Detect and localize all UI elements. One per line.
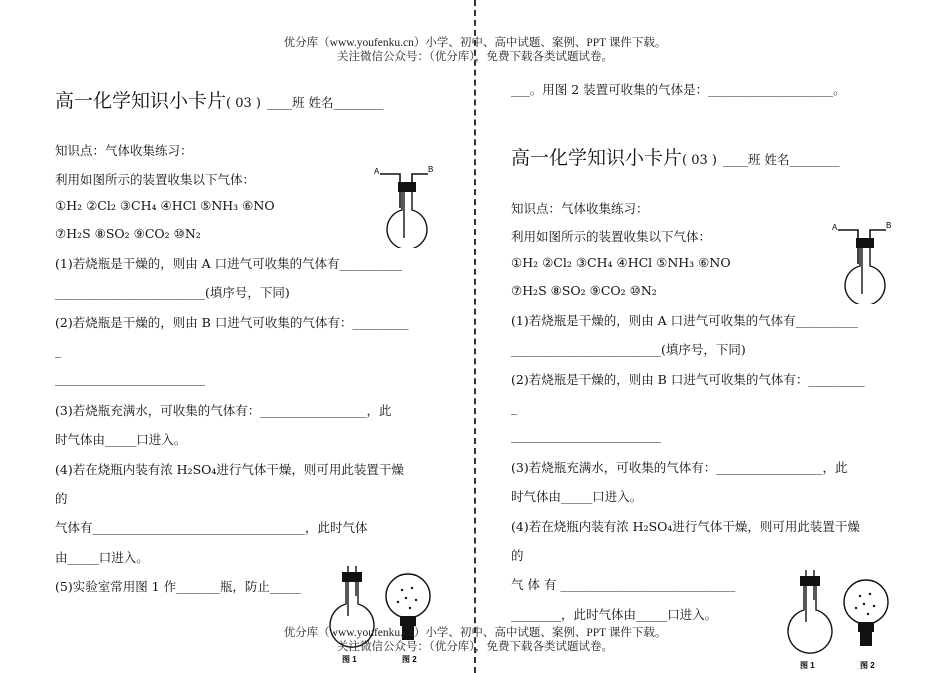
- class-name-blank: ____班 姓名________: [267, 95, 384, 110]
- q1-line-a: (1)若烧瓶是干燥的，则由 A 口进气可收集的气体有__________: [511, 313, 859, 328]
- q4-line-b: 的: [55, 491, 68, 506]
- q4-line-a: (4)若在烧瓶内装有浓 H₂SO₄进行气体干燥，则可用此装置干燥: [55, 462, 404, 477]
- title-text: 高一化学知识小卡片: [55, 90, 227, 112]
- q2-line-a: (2)若烧瓶是干燥的，则由 B 口进气可收集的气体有：_________: [511, 372, 865, 387]
- q1-line-b: ________________________(填序号，下同): [55, 285, 290, 300]
- flask-apparatus-figure-left: [368, 160, 448, 248]
- gases-row-2: ⑦H₂S ⑧SO₂ ⑨CO₂ ⑩N₂: [55, 226, 201, 241]
- header-line-top-1: 优分库（www.youfenku.cn）小学、初中、高中试题、案例、PPT 课件下载。: [283, 37, 667, 49]
- label-b: B: [886, 221, 892, 230]
- q4-line-a: (4)若在烧瓶内装有浓 H₂SO₄进行气体干燥，则可用此装置干燥: [511, 519, 860, 534]
- header-line-bottom-2: 关注微信公众号：（优分库），免费下载各类试题试卷。: [337, 641, 613, 653]
- label-b: B: [428, 165, 434, 174]
- q4-line-d: ________，此时气体由_____口进入。: [511, 607, 718, 622]
- figures-1-2-right: [780, 570, 900, 672]
- continuation-line: ___。用图 2 装置可收集的气体是：____________________。: [511, 82, 846, 97]
- q2-line-c: ________________________: [511, 428, 661, 443]
- figure-1-label: 图 1: [800, 661, 815, 670]
- q2-line-b: _: [511, 400, 518, 415]
- header-line-bottom-1: 优分库（www.youfenku.cn）小学、初中、高中试题、案例、PPT 课件下载。: [283, 627, 667, 639]
- q2-line-a: (2)若烧瓶是干燥的，则由 B 口进气可收集的气体有：_________: [55, 315, 409, 330]
- q3-line-a: (3)若烧瓶充满水，可收集的气体有：_________________，此: [55, 403, 392, 418]
- topic-line: 知识点：气体收集练习：: [55, 143, 193, 158]
- card-number: ( 03 ): [682, 153, 717, 168]
- gases-row-1: ①H₂ ②Cl₂ ③CH₄ ④HCl ⑤NH₃ ⑥NO: [511, 255, 731, 270]
- q1-line-b: ________________________(填序号，下同): [511, 342, 746, 357]
- q3-line-a: (3)若烧瓶充满水，可收集的气体有：_________________，此: [511, 460, 848, 475]
- intro-line: 利用如图所示的装置收集以下气体：: [511, 229, 712, 244]
- q5-line: (5)实验室常用图 1 作_______瓶，防止_____: [55, 579, 302, 594]
- q4-line-d: 由_____口进入。: [55, 550, 149, 565]
- figure-2-flask: [844, 580, 888, 670]
- card-number: ( 03 ): [226, 96, 261, 111]
- q4-line-c: 气 体 有 ____________________________: [511, 577, 736, 592]
- card-title: [511, 143, 840, 170]
- q2-line-c: ________________________: [55, 371, 205, 386]
- q3-line-b: 时气体由_____口进入。: [55, 432, 187, 447]
- flask-apparatus-figure-right: [826, 216, 906, 304]
- figure-2-label: 图 2: [860, 661, 875, 670]
- title-text: 高一化学知识小卡片: [511, 147, 683, 169]
- figure-2-label: 图 2: [402, 655, 417, 664]
- q1-line-a: (1)若烧瓶是干燥的，则由 A 口进气可收集的气体有__________: [55, 256, 403, 271]
- gases-row-1: ①H₂ ②Cl₂ ③CH₄ ④HCl ⑤NH₃ ⑥NO: [55, 198, 275, 213]
- intro-line: 利用如图所示的装置收集以下气体：: [55, 172, 256, 187]
- class-name-blank: ____班 姓名________: [723, 152, 840, 167]
- label-a: A: [832, 223, 838, 232]
- q4-line-c: 气体有__________________________________，此时气体: [55, 520, 368, 535]
- header-line-top-2: 关注微信公众号：（优分库），免费下载各类试题试卷。: [337, 51, 613, 63]
- card-title: [55, 86, 384, 113]
- figure-1-flask: [788, 570, 832, 670]
- figure-1-label: 图 1: [342, 655, 357, 664]
- q4-line-b: 的: [511, 548, 524, 563]
- gases-row-2: ⑦H₂S ⑧SO₂ ⑨CO₂ ⑩N₂: [511, 283, 657, 298]
- label-a: A: [374, 167, 380, 176]
- topic-line: 知识点：气体收集练习：: [511, 201, 649, 216]
- page-divider: [474, 0, 476, 673]
- q2-line-b: _: [55, 343, 62, 358]
- q3-line-b: 时气体由_____口进入。: [511, 489, 643, 504]
